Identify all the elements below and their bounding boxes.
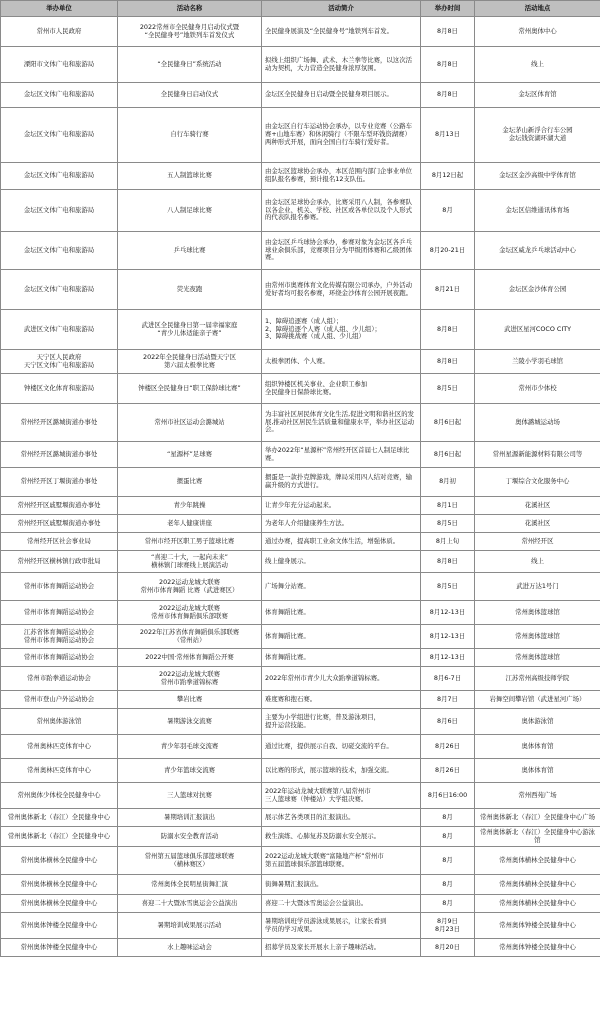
- cell-location: 金坛茅山新浮合行车公园 金坛钱资湖环湖大道: [475, 108, 600, 163]
- cell-activity-summary: 以比赛的形式，展示篮球的技术，加强交流。: [262, 759, 421, 783]
- cell-location: 常州奥体横林全民健身中心: [475, 847, 600, 875]
- cell-activity-summary: 由金坛区足球协会承办，比赛采用八人制，各参赛队以各企业、机关、学校、社区或各单位以及个人形式的代表队报名参赛。: [262, 190, 421, 232]
- cell-activity-summary: 由金坛区自行车运动协会承办，以专业竞赛（公路车赛+山地车赛）和休闲骑行（不限车型环钱资湖赛）两种形式开展，面向全国自行车骑行爱好者。: [262, 108, 421, 163]
- cell-organizer: 常州市跆拳道运动协会: [1, 667, 118, 691]
- cell-organizer: 溧阳市文体广电和旅游局: [1, 47, 118, 83]
- cell-activity-summary: 全民健身展演及“全民健身号”地铁列车首发。: [262, 17, 421, 47]
- cell-location: 武进区星河COCO CITY: [475, 310, 600, 350]
- cell-location: 金坛区信维通讯体育场: [475, 190, 600, 232]
- cell-activity-name: 荧光夜跑: [118, 270, 262, 310]
- cell-activity-summary: 掼蛋是一款扑克牌游戏，牌局采用四人结对竞赛，输赢升级的方式进行。: [262, 468, 421, 497]
- cell-time: 8月7日: [421, 691, 475, 709]
- cell-organizer: 金坛区文体广电和旅游局: [1, 190, 118, 232]
- cell-activity-summary: 体育舞蹈比赛。: [262, 625, 421, 649]
- cell-activity-name: 防溺水安全教育活动: [118, 827, 262, 847]
- cell-activity-name: “喜迎二十大，一起向未来” 横林镇门球赛线上展演活动: [118, 551, 262, 573]
- table-row: [1, 232, 600, 270]
- table-row: [1, 735, 600, 759]
- cell-location: 金坛区金沙体育公园: [475, 270, 600, 310]
- cell-activity-name: 三人篮球对抗赛: [118, 783, 262, 809]
- cell-time: 8月8日: [421, 551, 475, 573]
- cell-organizer: 常州市体育舞蹈运动协会: [1, 601, 118, 625]
- cell-organizer: 常州奥体钟楼全民健身中心: [1, 939, 118, 957]
- cell-activity-name: 2022运动龙城大联赛 常州市体育舞蹈 比赛（武进赛区）: [118, 573, 262, 601]
- cell-location: 丁堰综合文化服务中心: [475, 468, 600, 497]
- header-location: 活动地点: [475, 1, 600, 17]
- table-row: [1, 759, 600, 783]
- cell-time: 8月1日: [421, 497, 475, 515]
- cell-activity-summary: 体育舞蹈比赛。: [262, 601, 421, 625]
- cell-location: 常州奥体横林全民健身中心: [475, 895, 600, 913]
- cell-activity-name: 攀岩比赛: [118, 691, 262, 709]
- cell-activity-name: 青少年羽毛球交流赛: [118, 735, 262, 759]
- cell-activity-name: 常州市经开区职工男子篮球比赛: [118, 533, 262, 551]
- cell-location: 常州奥体篮球馆: [475, 625, 600, 649]
- cell-organizer: 常州奥体新北（春江）全民健身中心: [1, 809, 118, 827]
- cell-organizer: 常州经开区戚墅堰街道办事处: [1, 497, 118, 515]
- cell-time: 8月26日: [421, 759, 475, 783]
- cell-activity-summary: 喜迎二十大暨冰雪奥运会公益演出。: [262, 895, 421, 913]
- cell-location: 岩舞空间攀岩馆（武进星河广场）: [475, 691, 600, 709]
- cell-location: 常州奥体篮球馆: [475, 649, 600, 667]
- cell-time: 8月8日: [421, 350, 475, 374]
- cell-activity-summary: 由金坛区乒乓球协会承办，参赛对象为金坛区各乒乓球业余俱乐部，竞赛项目分为甲级团体赛和乙级团体赛。: [262, 232, 421, 270]
- cell-activity-name: 常州第五届篮球俱乐部篮球联赛 （横林赛区）: [118, 847, 262, 875]
- table-row: [1, 573, 600, 601]
- cell-activity-summary: 组织钟楼区机关事业、企业职工参加 全民健身日保龄球比赛。: [262, 374, 421, 404]
- cell-time: 8月12日起: [421, 163, 475, 190]
- cell-organizer: 常州经开区潞城街道办事处: [1, 442, 118, 468]
- table-row: [1, 649, 600, 667]
- cell-activity-name: 掼蛋比赛: [118, 468, 262, 497]
- header-activity-name: 活动名称: [118, 1, 262, 17]
- cell-time: 8月6日16:00: [421, 783, 475, 809]
- cell-organizer: 常州经开区潞城街道办事处: [1, 404, 118, 442]
- cell-organizer: 常州奥体横林全民健身中心: [1, 875, 118, 895]
- cell-activity-name: 2022中国·常州体育舞蹈公开赛: [118, 649, 262, 667]
- cell-organizer: 金坛区文体广电和旅游局: [1, 232, 118, 270]
- cell-organizer: 常州奥体新北（春江）全民健身中心: [1, 827, 118, 847]
- cell-activity-summary: 拟线上组织广场舞、武术、木兰拳等比赛，以这次活动为契机，大力营造全民健身浓厚氛围。: [262, 47, 421, 83]
- table-row: [1, 809, 600, 827]
- cell-time: 8月6日起: [421, 442, 475, 468]
- cell-time: 8月: [421, 847, 475, 875]
- table-row: [1, 163, 600, 190]
- cell-activity-summary: 2022年运动龙城大联赛第八届常州市 三人篮球赛（钟楼站）大学组决赛。: [262, 783, 421, 809]
- table-header-row: [1, 1, 600, 17]
- cell-location: 常州奥体钟楼全民健身中心: [475, 939, 600, 957]
- cell-activity-name: 喜迎二十大暨冰雪奥运会公益演出: [118, 895, 262, 913]
- cell-location: 常州市少体校: [475, 374, 600, 404]
- table-row: [1, 551, 600, 573]
- cell-time: 8月21日: [421, 270, 475, 310]
- cell-time: 8月: [421, 827, 475, 847]
- cell-activity-summary: 展示体艺各类项目的汇报演出。: [262, 809, 421, 827]
- table-row: [1, 847, 600, 875]
- cell-activity-name: 2022运动龙城大联赛 常州市跆拳道锦标赛: [118, 667, 262, 691]
- cell-organizer: 金坛区文体广电和旅游局: [1, 108, 118, 163]
- cell-organizer: 常州奥体钟楼全民健身中心: [1, 913, 118, 939]
- cell-activity-summary: 2022年常州市青少儿大众跆拳道锦标赛。: [262, 667, 421, 691]
- cell-time: 8月9日 8月23日: [421, 913, 475, 939]
- cell-activity-summary: 通过比赛，提供展示自我、切磋交流的平台。: [262, 735, 421, 759]
- table-row: [1, 310, 600, 350]
- cell-activity-name: 自行车骑行赛: [118, 108, 262, 163]
- cell-organizer: 金坛区文体广电和旅游局: [1, 163, 118, 190]
- cell-activity-summary: 举办2022年“星源杯”常州经开区首届七人制足球比赛。: [262, 442, 421, 468]
- cell-location: 常州奥体新北（春江）全民健身中心广场: [475, 809, 600, 827]
- cell-activity-summary: 招募学员及家长开展水上亲子趣味活动。: [262, 939, 421, 957]
- cell-organizer: 常州奥体游泳馆: [1, 709, 118, 735]
- cell-time: 8月20日: [421, 939, 475, 957]
- cell-location: 常州奥体篮球馆: [475, 601, 600, 625]
- table-row: [1, 374, 600, 404]
- cell-location: 江苏常州高级技师学院: [475, 667, 600, 691]
- cell-activity-summary: 太极拳团体、个人赛。: [262, 350, 421, 374]
- table-row: [1, 270, 600, 310]
- table-row: [1, 190, 600, 232]
- cell-time: 8月5日: [421, 515, 475, 533]
- cell-time: 8月6-7日: [421, 667, 475, 691]
- cell-activity-name: 2022运动龙城大联赛 常州市体育舞蹈俱乐部联赛: [118, 601, 262, 625]
- cell-time: 8月: [421, 875, 475, 895]
- cell-activity-summary: 暑期培训班学员游泳成果展示，让家长看到 学员的学习成果。: [262, 913, 421, 939]
- cell-activity-name: 暑期游泳交流赛: [118, 709, 262, 735]
- cell-organizer: 常州奥体横林全民健身中心: [1, 847, 118, 875]
- cell-location: 常州奥体横林全民健身中心: [475, 875, 600, 895]
- header-time: 举办时间: [421, 1, 475, 17]
- cell-location: 奥体游泳馆: [475, 709, 600, 735]
- table-row: [1, 442, 600, 468]
- cell-organizer: 常州经开区戚墅堰街道办事处: [1, 515, 118, 533]
- cell-location: 奥体体育馆: [475, 759, 600, 783]
- cell-organizer: 常州经开区丁堰街道办事处: [1, 468, 118, 497]
- cell-activity-summary: 广场舞分站赛。: [262, 573, 421, 601]
- table-body: [1, 17, 600, 957]
- cell-time: 8月: [421, 190, 475, 232]
- cell-activity-summary: 街舞暑期汇报演出。: [262, 875, 421, 895]
- cell-activity-name: 老年人健康讲座: [118, 515, 262, 533]
- cell-location: 武进万达1号门: [475, 573, 600, 601]
- cell-activity-name: 暑期培训成果展示活动: [118, 913, 262, 939]
- table-row: [1, 601, 600, 625]
- table-row: [1, 83, 600, 108]
- cell-time: 8月6日: [421, 709, 475, 735]
- cell-activity-name: 2022常州市全民健身月启动仪式暨 “全民健身号”地铁列车首发仪式: [118, 17, 262, 47]
- cell-organizer: 常州奥林匹克体育中心: [1, 735, 118, 759]
- cell-organizer: 钟楼区文化体育和旅游局: [1, 374, 118, 404]
- cell-time: 8月初: [421, 468, 475, 497]
- table-row: [1, 497, 600, 515]
- cell-activity-summary: 线上健身展示。: [262, 551, 421, 573]
- cell-time: 8月8日: [421, 17, 475, 47]
- cell-location: 金坛区金沙高级中学体育馆: [475, 163, 600, 190]
- cell-activity-name: 五人制篮球比赛: [118, 163, 262, 190]
- cell-organizer: 常州市登山户外运动协会: [1, 691, 118, 709]
- cell-location: 常州奥体新北（春江）全民健身中心游泳馆: [475, 827, 600, 847]
- cell-location: 奥体体育馆: [475, 735, 600, 759]
- cell-activity-summary: 体育舞蹈比赛。: [262, 649, 421, 667]
- cell-organizer: 常州市人民政府: [1, 17, 118, 47]
- cell-location: 常州经开区: [475, 533, 600, 551]
- cell-activity-name: 2022年全民健身日活动暨天宁区 第六届太极拳比赛: [118, 350, 262, 374]
- cell-time: 8月5日: [421, 374, 475, 404]
- cell-activity-name: 武进区全民健身日第一届幸福家庭 “青少儿体适能亲子赛”: [118, 310, 262, 350]
- cell-location: 线上: [475, 551, 600, 573]
- cell-organizer: 常州奥林匹克体育中心: [1, 759, 118, 783]
- cell-location: 兰陵小学羽毛球馆: [475, 350, 600, 374]
- cell-activity-summary: 金坛区全民健身日启动暨全民健身项目展示。: [262, 83, 421, 108]
- cell-time: 8月12-13日: [421, 625, 475, 649]
- cell-location: 线上: [475, 47, 600, 83]
- cell-activity-name: 常州市社区运动会潞城站: [118, 404, 262, 442]
- table-row: [1, 17, 600, 47]
- cell-organizer: 常州奥体少体校全民健身中心: [1, 783, 118, 809]
- table-row: [1, 350, 600, 374]
- cell-time: 8月13日: [421, 108, 475, 163]
- cell-time: 8月5日: [421, 573, 475, 601]
- cell-time: 8月6日起: [421, 404, 475, 442]
- header-organizer: 举办单位: [1, 1, 118, 17]
- cell-organizer: 武进区文体广电和旅游局: [1, 310, 118, 350]
- table-row: [1, 47, 600, 83]
- cell-location: 花溪社区: [475, 515, 600, 533]
- table-row: [1, 939, 600, 957]
- cell-organizer: 常州奥体横林全民健身中心: [1, 895, 118, 913]
- table-row: [1, 875, 600, 895]
- cell-activity-name: 常州奥体全民明星街舞汇演: [118, 875, 262, 895]
- cell-activity-summary: 难度赛和抱石赛。: [262, 691, 421, 709]
- cell-activity-name: 水上趣味运动会: [118, 939, 262, 957]
- cell-time: 8月12-13日: [421, 649, 475, 667]
- cell-time: 8月8日: [421, 310, 475, 350]
- cell-activity-summary: 由金坛区篮球协会承办，本区范围内部门企事业单位组队报名参赛，预计报名12支队伍。: [262, 163, 421, 190]
- cell-time: 8月: [421, 809, 475, 827]
- header-activity-summary: 活动简介: [262, 1, 421, 17]
- cell-activity-name: 青少年跳操: [118, 497, 262, 515]
- cell-activity-summary: 1、障碍追逐赛（成人组）； 2、障碍追逐个人赛（成人组、少儿组）； 3、障碍挑战赛（成人组、少儿组）: [262, 310, 421, 350]
- cell-organizer: 常州市体育舞蹈运动协会: [1, 573, 118, 601]
- cell-activity-summary: 由常州市奥赛体育文化传媒有限公司承办，户外活动爱好者均可报名参赛，环绕金沙体育公园开展夜跑。: [262, 270, 421, 310]
- cell-organizer: 常州市体育舞蹈运动协会: [1, 649, 118, 667]
- cell-organizer: 天宁区人民政府 天宁区文体广电和旅游局: [1, 350, 118, 374]
- cell-time: 8月8日: [421, 83, 475, 108]
- cell-time: 8月12-13日: [421, 601, 475, 625]
- cell-location: 金坛区威龙乒乓球活动中心: [475, 232, 600, 270]
- cell-activity-name: 2022年江苏省体育舞蹈俱乐部联赛 （常州站）: [118, 625, 262, 649]
- table-row: [1, 709, 600, 735]
- table-row: [1, 533, 600, 551]
- cell-organizer: 金坛区文体广电和旅游局: [1, 83, 118, 108]
- cell-time: 8月上旬: [421, 533, 475, 551]
- cell-activity-name: 钟楼区全民健身日“职工保龄球比赛”: [118, 374, 262, 404]
- cell-activity-name: 青少年篮球交流赛: [118, 759, 262, 783]
- cell-location: 常州奥体钟楼全民健身中心: [475, 913, 600, 939]
- table-row: [1, 913, 600, 939]
- table-row: [1, 108, 600, 163]
- cell-activity-summary: 让青少年充分运动起来。: [262, 497, 421, 515]
- cell-time: 8月20-21日: [421, 232, 475, 270]
- cell-activity-name: 乒乓球比赛: [118, 232, 262, 270]
- cell-location: 花溪社区: [475, 497, 600, 515]
- table-row: [1, 895, 600, 913]
- cell-organizer: 常州经开区横林镇行政审批局: [1, 551, 118, 573]
- table-row: [1, 691, 600, 709]
- table-row: [1, 783, 600, 809]
- cell-time: 8月26日: [421, 735, 475, 759]
- cell-time: 8月: [421, 895, 475, 913]
- cell-organizer: 江苏省体育舞蹈运动协会 常州市体育舞蹈运动协会: [1, 625, 118, 649]
- cell-activity-name: “全民健身日”系统活动: [118, 47, 262, 83]
- cell-activity-summary: 为丰富社区居民体育文化生活,促进文明和谐社区的发展,推动社区居民生活质量和健康水平，举办社区运动会。: [262, 404, 421, 442]
- cell-location: 奥体潞城运动场: [475, 404, 600, 442]
- cell-activity-summary: 通过办赛，提高职工业余文体生活，增强体质。: [262, 533, 421, 551]
- cell-activity-name: 八人制足球比赛: [118, 190, 262, 232]
- table-row: [1, 515, 600, 533]
- cell-activity-summary: 为老年人介绍健康养生方法。: [262, 515, 421, 533]
- cell-location: 常州西苑广场: [475, 783, 600, 809]
- cell-activity-summary: 救生演练、心肺复苏及防溺水安全展示。: [262, 827, 421, 847]
- cell-location: 常州奥体中心: [475, 17, 600, 47]
- cell-time: 8月8日: [421, 47, 475, 83]
- table-row: [1, 827, 600, 847]
- table-row: [1, 667, 600, 691]
- table-row: [1, 468, 600, 497]
- cell-location: 常州星源新能源材料有限公司等: [475, 442, 600, 468]
- cell-location: 金坛区体育馆: [475, 83, 600, 108]
- cell-activity-name: “星源杯”足球赛: [118, 442, 262, 468]
- cell-activity-name: 暑期培训汇报演出: [118, 809, 262, 827]
- cell-activity-summary: 2022运动龙城大联赛“富隆地产杯”常州市 第五届篮球俱乐部篮球联赛。: [262, 847, 421, 875]
- table-row: [1, 404, 600, 442]
- cell-activity-summary: 主要为小学组进行比赛，普及游泳项目， 提升运营技能。: [262, 709, 421, 735]
- cell-activity-name: 全民健身日启动仪式: [118, 83, 262, 108]
- table-row: [1, 625, 600, 649]
- cell-organizer: 常州经开区社会事业局: [1, 533, 118, 551]
- cell-organizer: 金坛区文体广电和旅游局: [1, 270, 118, 310]
